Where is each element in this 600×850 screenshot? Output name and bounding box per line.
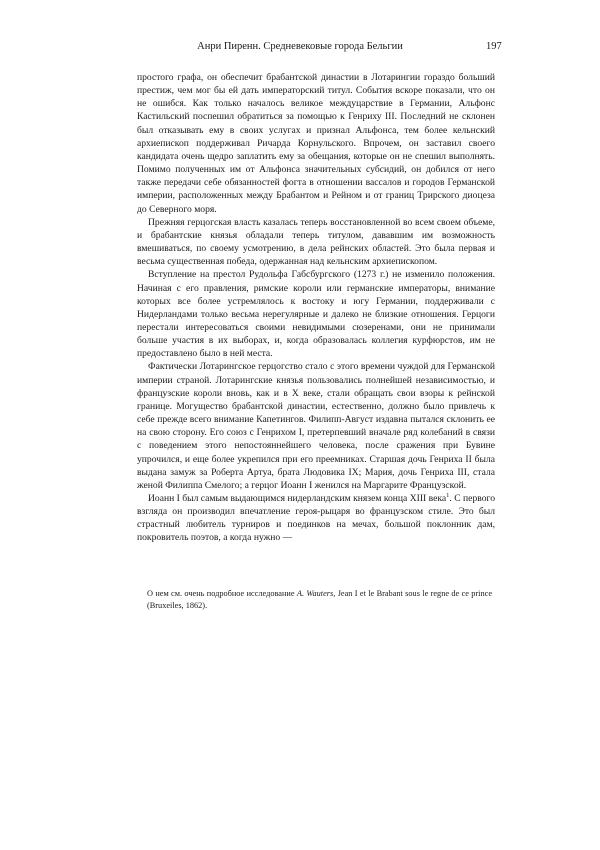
footnote-author: A. Wauters, bbox=[296, 589, 336, 598]
paragraph: Фактически Лотарингское герцогство стало с этого времени чуждой для Германской империи страной. Лотарингские князья пользовались полнейшей независимостью, и французские короли вновь, как и в X веке, стали обращать свои взоры к рейнской границе. Могущество брабантской династии, естественно, должно было привлечь к себе прежде всего внимание Капетингов. Филипп-Август издавна пытался склонить ее на свою сторону. Его союз с Генрихом I, претерпевший вначале ряд колебаний в связи с поведением этого непостояннейшего человека, после сражения при Бувине упрочился, и еще более укрепился при его преемниках. Старшая дочь Генриха II была выдана замуж за Роберта Артуа, брата Людовика IX; Мария, дочь Генриха III, стала женой Филиппа Смелого; а герцог Иоанн I женился на Маргарите Французской. bbox=[137, 361, 495, 491]
footnote-text: О нем см. очень подробное исследование bbox=[147, 589, 297, 598]
body-text bbox=[137, 71, 495, 545]
paragraph: простого графа, он обеспечит брабантской династии в Лотарингии гораздо больший престиж, чем мог бы ей дать императорский титул. События вскоре показали, что он не ошибся. Как только началось великое междуцарствие в Германии, Альфонс Кастильский поспешил обратиться за помощью к Генриху III. Последний не склонен был отказывать ему в своих услугах и признал Альфонса, тем более кельнский архиепископ поддерживал Ричарда Корнульского. Впрочем, он заставил своего кандидата очень щедро заплатить ему за обещания, которые он не спешил выполнять. Помимо полученных им от Альфонса значительных субсидий, он добился от него также передачи себе обязанностей фогта в отношении вассалов и городов Германской империи, расположенных между Брабантом и Рейном и от границ Трирского диоцеза до Северного моря. bbox=[137, 72, 495, 215]
page-number: 197 bbox=[486, 41, 502, 52]
paragraph-text: . С первого взгляда он производил впечатление героя-рыцаря во французском стиле. Это был страстный любитель турниров и поединков на мечах, большой поклонник дам, покровитель поэтов, а когда нужно — bbox=[137, 493, 495, 544]
paragraph: Вступление на престол Рудольфа Габсбургского (1273 г.) не изменило положения. Начиная с его правления, римские короли или германские императоры, внимание которых все более устремлялось к востоку и югу Германии, поддерживали с Нидерландами только весьма нерегулярные и далеко не близкие отношения. Герцоги перестали интересоваться своими невидимыми сюзеренами, они не принимали больше участия в их выборах, и, когда образовалась коллегия курфюрстов, им не предоставлено было в ней места. bbox=[137, 269, 495, 360]
paragraph-text: Иоанн I был самым выдающимся нидерландским князем конца XIII века bbox=[148, 493, 447, 504]
paragraph bbox=[137, 492, 495, 545]
footnote-text: Jean I et le Brabant sous le regne de ce prince (Bruxeiles, 1862). bbox=[147, 589, 493, 610]
paragraph: Прежняя герцогская власть казалась теперь восстановленной во всем своем объеме, и брабантские князья обладали теперь титулом, дававшим им возможность вмешиваться, по своему усмотрению, в дела рейнских областей. Это была первая и весьма существенная победа, одержанная над кельнским архиепископом. bbox=[137, 216, 495, 268]
running-title: Анри Пиренн. Средневековые города Бельгии bbox=[197, 41, 403, 52]
footnote bbox=[147, 588, 492, 611]
footnote-reference[interactable]: 1 bbox=[446, 492, 450, 499]
